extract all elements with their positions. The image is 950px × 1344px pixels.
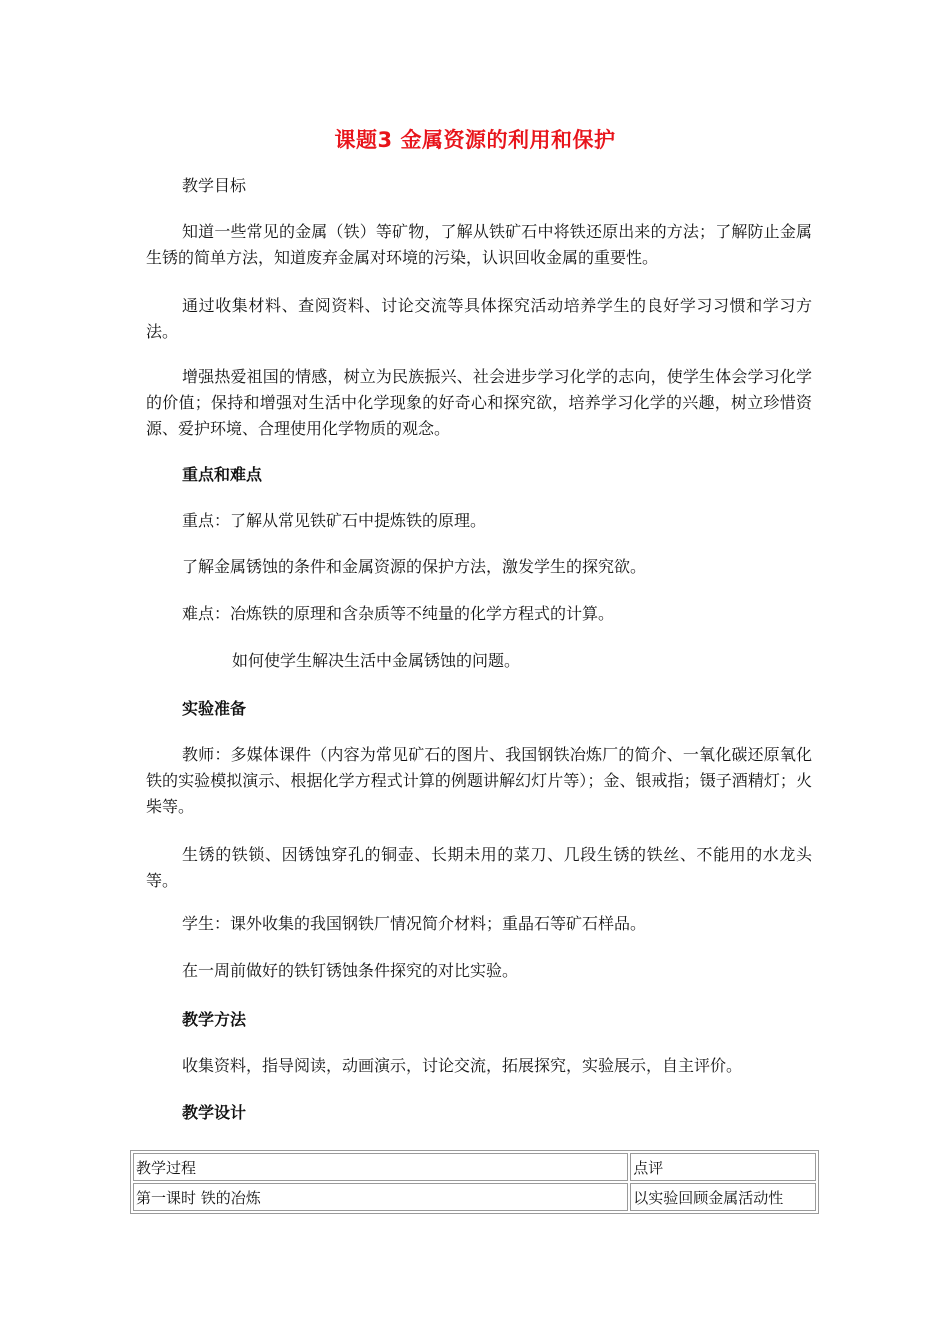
prep-student-text-2: 在一周前做好的铁钉锈蚀条件探究的对比实验。 [182, 961, 519, 980]
prep-heading: 实验准备 [182, 699, 247, 718]
key-difficulty-heading: 重点和难点 [182, 465, 263, 484]
objectives-heading: 教学目标 [182, 176, 247, 195]
design-heading: 教学设计 [182, 1103, 247, 1122]
difficulty-text: 难点：冶炼铁的原理和含杂质等不纯量的化学方程式的计算。 [182, 604, 615, 623]
difficulty-text-2: 如何使学生解决生活中金属锈蚀的问题。 [232, 651, 521, 670]
table-row [133, 1153, 816, 1181]
teaching-design-table [130, 1150, 819, 1214]
objective-paragraph-3: 增强热爱祖国的情感，树立为民族振兴、社会进步学习化学的志向，使学生体会学习化学的价值；保持和增强对生活中化学现象的好奇心和探究欲，培养学习化学的兴趣，树立珍惜资源、爱护环境、合理使用化学物质的观念。 [146, 367, 812, 438]
table-header-process: 教学过程 [133, 1153, 628, 1181]
objective-paragraph-2: 通过收集材料、查阅资料、讨论交流等具体探究活动培养学生的良好学习习惯和学习方法。 [146, 296, 812, 341]
objective-paragraph-1: 知道一些常见的金属（铁）等矿物，了解从铁矿石中将铁还原出来的方法；了解防止金属生锈的简单方法，知道废弃金属对环境的污染，认识回收金属的重要性。 [146, 222, 812, 267]
table-cell-comment: 以实验回顾金属活动性 [630, 1183, 816, 1211]
table-row [133, 1183, 816, 1211]
prep-student-text: 学生：课外收集的我国钢铁厂情况简介材料；重晶石等矿石样品。 [182, 914, 647, 933]
prep-teacher-paragraph: 教师：多媒体课件（内容为常见矿石的图片、我国钢铁冶炼厂的简介、一氧化碳还原氧化铁的实验模拟演示、根据化学方程式计算的例题讲解幻灯片等）；金、银戒指；镊子酒精灯；火柴等。 [146, 745, 812, 816]
table-header-comment: 点评 [630, 1153, 816, 1181]
method-text: 收集资料，指导阅读，动画演示，讨论交流，拓展探究，实验展示，自主评价。 [182, 1056, 743, 1075]
method-heading: 教学方法 [182, 1010, 247, 1029]
table-cell-process: 第一课时 铁的冶炼 [133, 1183, 628, 1211]
document-title: 课题3 金属资源的利用和保护 [334, 128, 616, 152]
prep-teacher-paragraph-2: 生锈的铁锁、因锈蚀穿孔的铜壶、长期未用的菜刀、几段生锈的铁丝、不能用的水龙头等。 [146, 845, 812, 890]
key-point-text: 重点：了解从常见铁矿石中提炼铁的原理。 [182, 511, 487, 530]
key-point-text-2: 了解金属锈蚀的条件和金属资源的保护方法，激发学生的探究欲。 [182, 557, 647, 576]
